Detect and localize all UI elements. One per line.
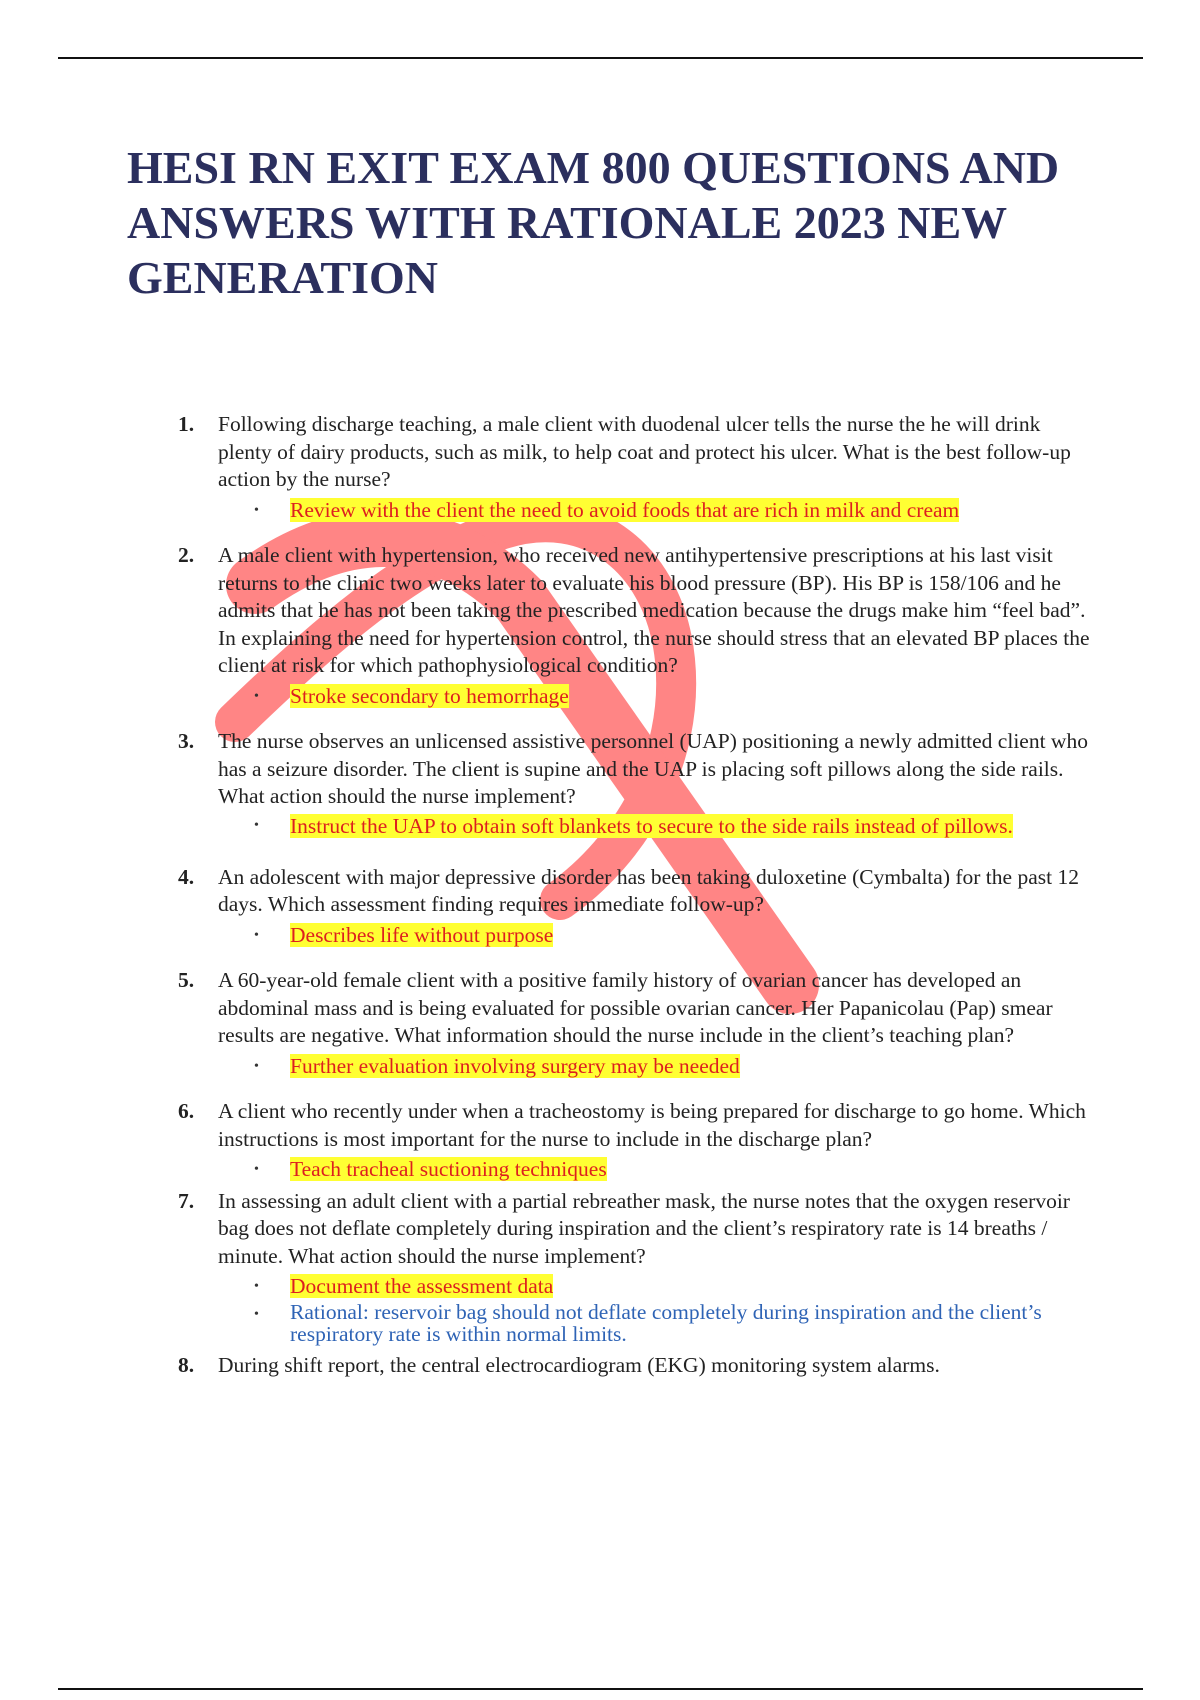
question-item — [178, 728, 1098, 838]
answer-item — [218, 683, 1098, 711]
answer-list — [218, 497, 1098, 525]
highlighted-answer: Instruct the UAP to obtain soft blankets to secure to the side rails instead of pillows. — [290, 813, 1013, 838]
bullet-icon: • — [254, 502, 259, 518]
question-item — [178, 1188, 1098, 1349]
highlighted-answer: Teach tracheal suctioning techniques — [290, 1157, 607, 1181]
question-number: 4. — [178, 864, 195, 889]
highlighted-answer: Describes life without purpose — [290, 922, 554, 947]
highlighted-answer: Further evaluation involving surgery may be needed — [290, 1053, 740, 1078]
bullet-icon: • — [254, 1279, 259, 1294]
highlighted-answer: Review with the client the need to avoid foods that are rich in milk and cream — [290, 497, 960, 522]
question-number: 2. — [178, 543, 195, 567]
question-text: During shift report, the central electrocardiogram (EKG) monitoring system alarms. — [218, 1353, 940, 1377]
answer-item — [218, 1053, 1098, 1081]
question-item — [178, 411, 1098, 524]
question-number: 8. — [178, 1353, 195, 1377]
answer-item — [218, 814, 1098, 838]
rationale-text: Rational: reservoir bag should not deflate completely during inspiration and the client’s respiratory rate is within normal limits. — [290, 1299, 1042, 1346]
answer-item — [218, 497, 1098, 525]
highlighted-answer: Document the assessment data — [290, 1274, 554, 1298]
answer-list — [218, 814, 1098, 838]
answer-list — [218, 683, 1098, 711]
bullet-icon: • — [254, 817, 259, 833]
question-text: A male client with hypertension, who received new antihypertensive prescriptions at his last visit returns to the clinic two weeks later to evaluate his blood pressure (BP). His BP is 158/106 and he admits that he has not been taking the prescribed medication because the drugs make him “feel bad”. In explaining the need for hypertension control, the nurse should stress that an elevated BP places the client at risk for which pathophysiological condition? — [218, 543, 1090, 677]
question-number: 5. — [178, 968, 195, 992]
question-text: A client who recently under when a tracheostomy is being prepared for discharge to go home. Which instructions is most important for the nurse to include in the discharge plan? — [218, 1099, 1086, 1151]
highlighted-answer: Stroke secondary to hemorrhage — [290, 683, 569, 708]
question-number: 6. — [178, 1099, 195, 1123]
top-rule — [58, 57, 1143, 59]
answer-item — [218, 922, 1098, 950]
answer-item — [218, 1273, 1098, 1301]
bullet-icon: • — [254, 1306, 259, 1322]
bullet-icon: • — [254, 927, 259, 943]
question-text: Following discharge teaching, a male client with duodenal ulcer tells the nurse the he will drink plenty of dairy products, such as milk, to help coat and protect his ulcer. What is the best follow-up action by the nurse? — [218, 412, 1071, 491]
question-item — [178, 1352, 1098, 1380]
question-number: 3. — [178, 729, 195, 753]
answer-list — [218, 922, 1098, 950]
document-title: HESI RN EXIT EXAM 800 QUESTIONS AND ANSWERS WITH RATIONALE 2023 NEW GENERATION — [127, 142, 1060, 303]
answer-list — [218, 1053, 1098, 1081]
question-text: In assessing an adult client with a partial rebreather mask, the nurse notes that the oxygen reservoir bag does not deflate completely during inspiration and the client’s respiratory rate is 14 breaths / minute. What action should the nurse implement? — [218, 1188, 1070, 1268]
answer-list — [218, 1273, 1098, 1348]
answer-list — [218, 1156, 1098, 1184]
question-item — [178, 864, 1098, 950]
question-number: 1. — [178, 412, 195, 436]
answer-item — [218, 1156, 1098, 1184]
question-number: 7. — [178, 1188, 195, 1213]
question-text: The nurse observes an unlicensed assistive personnel (UAP) positioning a newly admitted client who has a seizure disorder. The client is supine and the UAP is placing soft pillows along the side rails. What action should the nurse implement? — [218, 729, 1088, 808]
question-list — [178, 411, 1098, 1380]
bullet-icon: • — [254, 1058, 259, 1074]
bullet-icon: • — [254, 688, 259, 704]
question-text: An adolescent with major depressive disorder has been taking duloxetine (Cymbalta) for the past 12 days. Which assessment finding requires immediate follow-up? — [218, 864, 1079, 916]
question-item — [178, 967, 1098, 1080]
question-item — [178, 542, 1098, 710]
rationale-item — [218, 1301, 1098, 1349]
bullet-icon: • — [254, 1162, 259, 1177]
question-item — [178, 1098, 1098, 1184]
question-text: A 60-year-old female client with a positive family history of ovarian cancer has developed an abdominal mass and is being evaluated for possible ovarian cancer. Her Papanicolau (Pap) smear results are negative. What information should the nurse include in the client’s teaching plan? — [218, 968, 1053, 1047]
bottom-rule — [58, 1688, 1143, 1690]
